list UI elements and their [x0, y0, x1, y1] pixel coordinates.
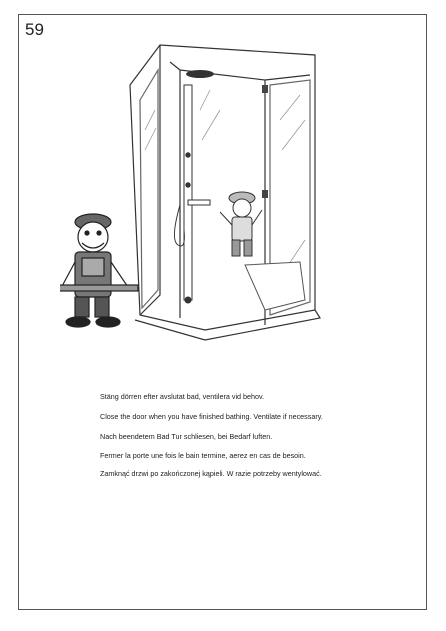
instruction-german: Nach beendetem Bad Tur schliesen, bei Bedarf luften. — [100, 432, 273, 441]
ceiling-light — [186, 70, 214, 78]
glass-reflections — [145, 90, 305, 270]
page-number: 59 — [25, 20, 44, 39]
bench-seat — [245, 262, 305, 310]
shower-cabin-illustration — [60, 40, 340, 360]
small-plumber — [220, 192, 262, 256]
instruction-french: Fermer la porte une fois le bain termine, aerez en cas de besoin. — [100, 451, 306, 460]
instruction-english: Close the door when you have finished bathing. Ventilate if necessary. — [100, 412, 323, 421]
instruction-polish: Zamknąć drzwi po zakończonej kąpieli. W razie potrzeby wentylować. — [100, 469, 322, 478]
big-plumber — [60, 214, 138, 327]
instruction-swedish: Stäng dörren efter avslutat bad, ventilera vid behov. — [100, 392, 265, 401]
